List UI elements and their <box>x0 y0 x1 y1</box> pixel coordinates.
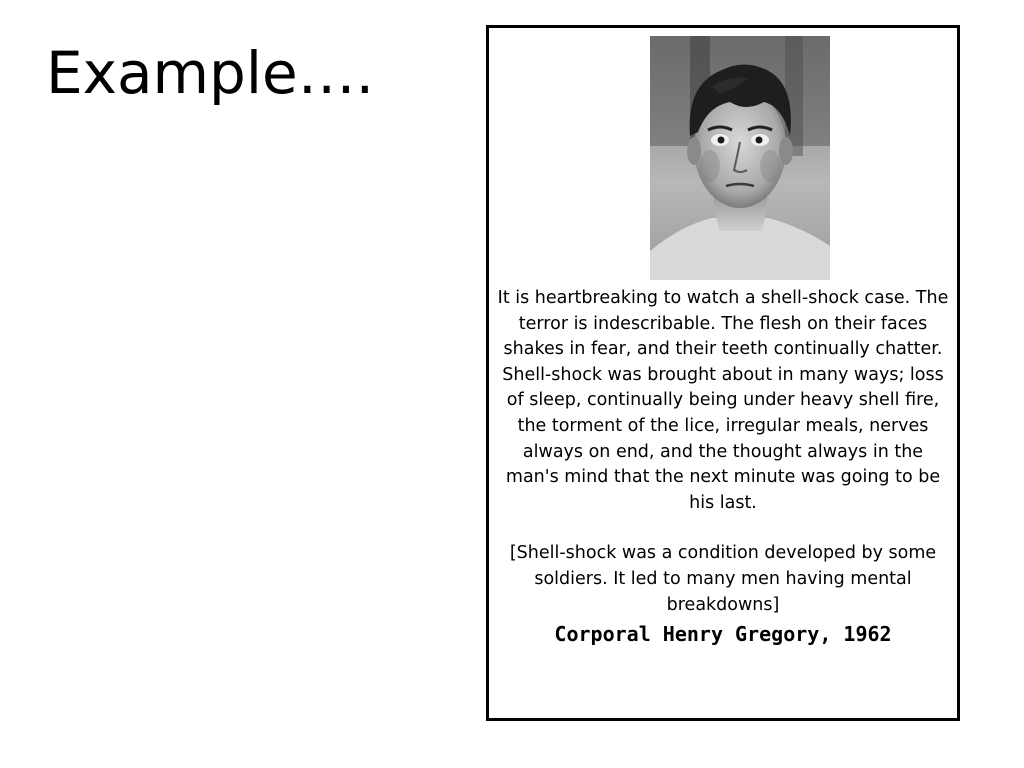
quote-block <box>497 286 949 648</box>
context-note: [Shell-shock was a condition developed by some soldiers. It led to many men having mental breakdowns] <box>509 543 937 615</box>
source-card <box>486 25 960 721</box>
soldier-portrait <box>650 36 830 280</box>
slide-title: Example…. <box>46 39 375 107</box>
source-quote: It is heartbreaking to watch a shell-shock case. The terror is indescribable. The flesh on their faces shakes in fear, and their teeth continually chatter. Shell-shock was brought about in many ways; loss of sleep, continually being under heavy shell fire, the torment of the lice, irregular meals, nerves always on end, and the thought always in the man's mind that the next minute was going to be his last. <box>497 288 949 513</box>
portrait-photo-icon <box>650 36 830 280</box>
attribution: Corporal Henry Gregory, 1962 <box>554 622 892 647</box>
